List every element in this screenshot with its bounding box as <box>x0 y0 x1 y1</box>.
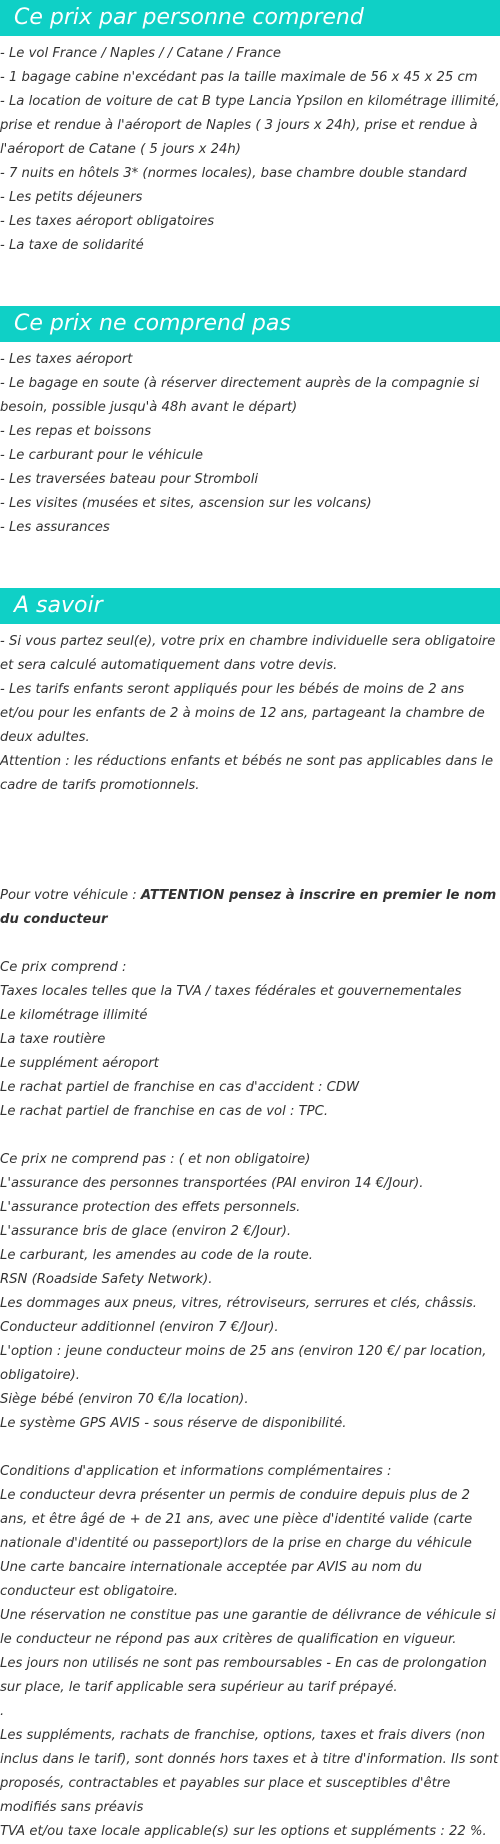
list-item: Conducteur additionnel (environ 7 €/Jour). <box>0 1320 279 1335</box>
list-item: - La location de voiture de cat B type Lancia Ypsilon en kilométrage illimité, prise et rendue à l'aéroport de Naples ( 3 jours x 24h), prise et rendue à l'aéroport de Catane ( 5 jours x 24h) <box>0 94 500 157</box>
list-item: Les suppléments, rachats de franchise, options, taxes et frais divers (non inclus dans le tarif), sont donnés hors taxes et à titre d'information. Ils sont proposés, contractables et payables sur place et susceptibles d'être modifiés sans préavis <box>0 1728 499 1815</box>
vehicle-intro-label: Pour votre véhicule : <box>0 888 141 903</box>
list-item: Le kilométrage illimité <box>0 1008 148 1023</box>
vehicle-attention: ATTENTION pensez à inscrire en premier le nom du conducteur <box>0 888 497 927</box>
list-item: RSN (Roadside Safety Network). <box>0 1272 213 1287</box>
list-item: TVA et/ou taxe locale applicable(s) sur les options et suppléments : 22 %. <box>0 1824 487 1839</box>
list-item: Le système GPS AVIS - sous réserve de disponibilité. <box>0 1416 347 1431</box>
good-to-know-list <box>0 624 500 798</box>
list-item: - 1 bagage cabine n'excédant pas la taille maximale de 56 x 45 x 25 cm <box>0 70 478 85</box>
list-item: L'assurance protection des effets personnels. <box>0 1200 301 1215</box>
list-item: Les dommages aux pneus, vitres, rétroviseurs, serrures et clés, châssis. <box>0 1296 477 1311</box>
list-item: - Les visites (musées et sites, ascension sur les volcans) <box>0 496 372 511</box>
list-item: - La taxe de solidarité <box>0 238 144 253</box>
list-item: Siège bébé (environ 70 €/la location). <box>0 1392 249 1407</box>
list-item: - Si vous partez seul(e), votre prix en chambre individuelle sera obligatoire et sera calculé automatiquement dans votre devis. <box>0 634 496 673</box>
list-item: L'assurance bris de glace (environ 2 €/Jour). <box>0 1224 292 1239</box>
list-item: Le supplément aéroport <box>0 1056 159 1071</box>
list-item: Le rachat partiel de franchise en cas de vol : TPC. <box>0 1104 329 1119</box>
list-item: - Les petits déjeuners <box>0 190 143 205</box>
list-item: - Les taxes aéroport <box>0 352 133 367</box>
vehicle-conditions-heading: Conditions d'application et informations complémentaires : <box>0 1464 392 1479</box>
list-item: Une réservation ne constitue pas une garantie de délivrance de véhicule si le conducteur ne répond pas aux critères de qualification en vigueur. <box>0 1608 496 1647</box>
vehicle-info <box>0 884 500 1844</box>
section-title-good-to-know: A savoir <box>0 588 500 624</box>
list-item: La taxe routière <box>0 1032 106 1047</box>
list-item: - Les repas et boissons <box>0 424 152 439</box>
list-item: Le carburant, les amendes au code de la route. <box>0 1248 313 1263</box>
list-item: - Les traversées bateau pour Stromboli <box>0 472 259 487</box>
vehicle-excludes-heading: Ce prix ne comprend pas : ( et non obligatoire) <box>0 1152 311 1167</box>
vehicle-includes-heading: Ce prix comprend : <box>0 960 127 975</box>
list-item: Les jours non utilisés ne sont pas remboursables - En cas de prolongation sur place, le tarif applicable sera supérieur au tarif prépayé. <box>0 1656 487 1695</box>
list-item: - Le vol France / Naples / / Catane / France <box>0 46 282 61</box>
vehicle-intro <box>0 884 500 932</box>
list-item: L'assurance des personnes transportées (PAI environ 14 €/Jour). <box>0 1176 424 1191</box>
list-item: - Le carburant pour le véhicule <box>0 448 204 463</box>
included-list <box>0 36 500 258</box>
list-item: Le conducteur devra présenter un permis de conduire depuis plus de 2 ans, et être âgé de + de 21 ans, avec une pièce d'identité valide (carte nationale d'identité ou passeport)lors de la prise en charge du véhicule <box>0 1488 473 1551</box>
list-item: - Les tarifs enfants seront appliqués pour les bébés de moins de 2 ans et/ou pour les enfants de 2 à moins de 12 ans, partageant la chambre de deux adultes. <box>0 682 485 745</box>
list-item: - 7 nuits en hôtels 3* (normes locales), base chambre double standard <box>0 166 467 181</box>
list-item: Une carte bancaire internationale acceptée par AVIS au nom du conducteur est obligatoire. <box>0 1560 422 1599</box>
list-item: . <box>0 1704 5 1719</box>
list-item: L'option : jeune conducteur moins de 25 ans (environ 120 €/ par location, obligatoire). <box>0 1344 487 1383</box>
list-item: - Les taxes aéroport obligatoires <box>0 214 215 229</box>
section-title-not-included: Ce prix ne comprend pas <box>0 306 500 342</box>
section-title-included: Ce prix par personne comprend <box>0 0 500 36</box>
list-item: - Les assurances <box>0 520 110 535</box>
list-item: Attention : les réductions enfants et bébés ne sont pas applicables dans le cadre de tarifs promotionnels. <box>0 754 494 793</box>
list-item: Le rachat partiel de franchise en cas d'accident : CDW <box>0 1080 360 1095</box>
not-included-list <box>0 342 500 540</box>
list-item: Taxes locales telles que la TVA / taxes fédérales et gouvernementales <box>0 984 462 999</box>
list-item: - Le bagage en soute (à réserver directement auprès de la compagnie si besoin, possible jusqu'à 48h avant le départ) <box>0 376 480 415</box>
